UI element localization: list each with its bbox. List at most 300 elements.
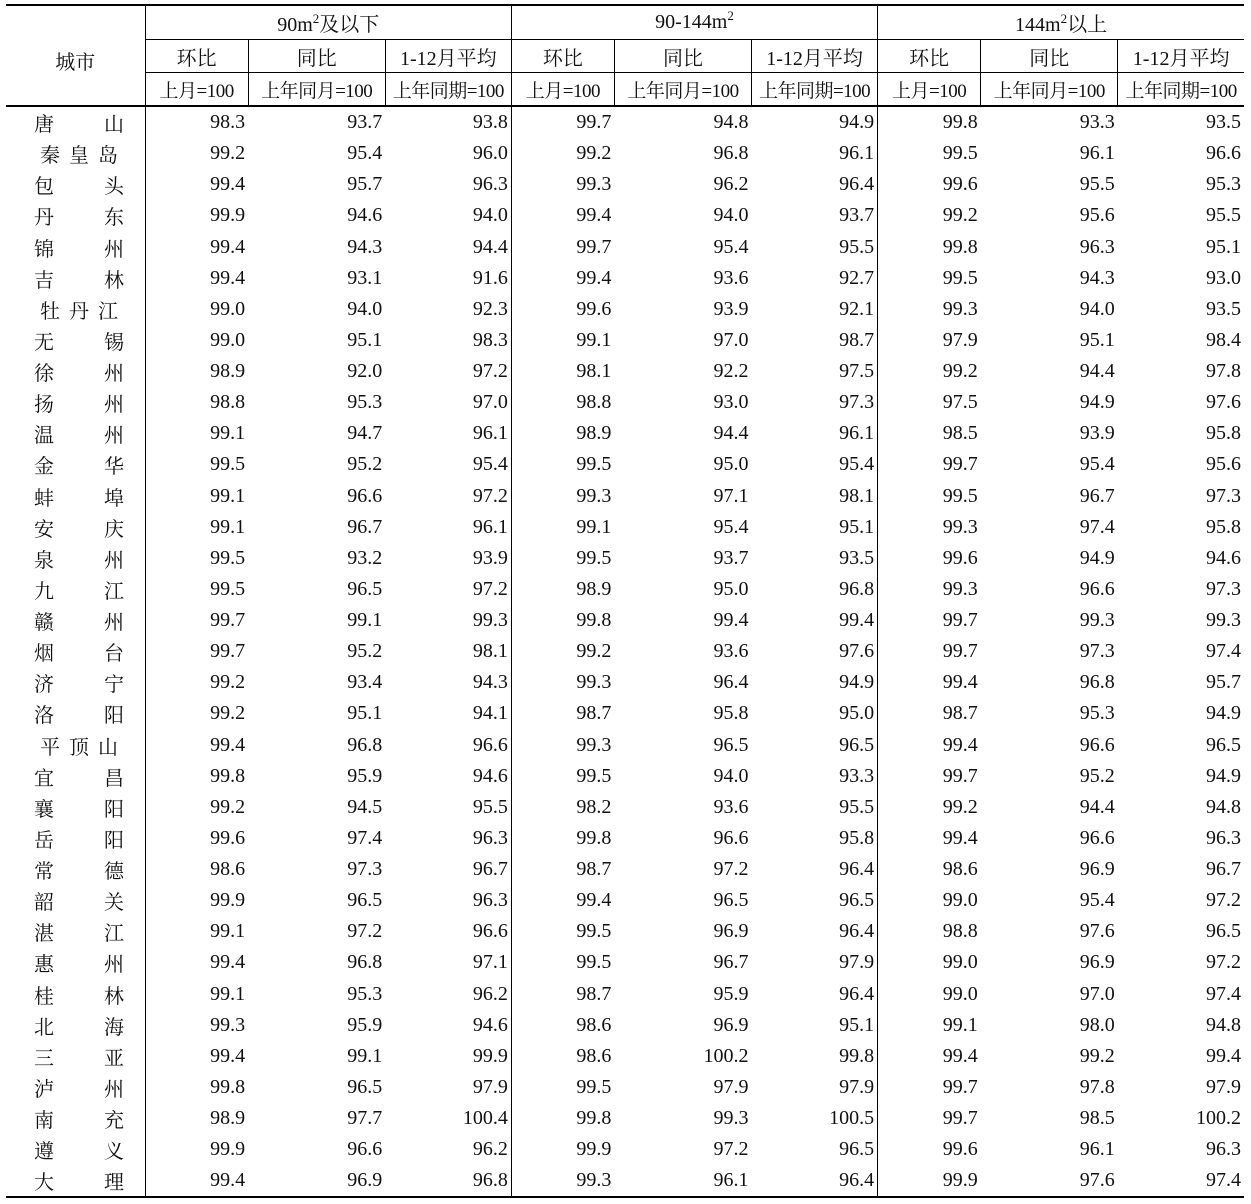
city-cell <box>6 356 145 387</box>
value-cell: 97.3 <box>1206 484 1241 507</box>
city-cell <box>6 854 145 885</box>
value-cell: 96.3 <box>472 889 508 912</box>
city-name: 韶 关 <box>34 892 124 915</box>
value-cell: 92.2 <box>713 360 749 383</box>
value-cell: 99.1 <box>878 1010 981 1041</box>
value-cell: 96.2 <box>472 982 508 1005</box>
value-cell: 99.5 <box>511 543 614 574</box>
city-name: 平 顶 山 <box>40 736 118 759</box>
value-cell: 96.3 <box>472 173 508 196</box>
base-header-prev-month: 上月=100 <box>511 73 614 107</box>
value-cell: 96.7 <box>472 858 508 881</box>
value-cell: 96.5 <box>839 1138 875 1161</box>
value-cell: 99.4 <box>145 263 248 294</box>
value-cell: 93.5 <box>1206 297 1241 320</box>
city-cell <box>6 449 145 480</box>
value-cell: 93.5 <box>1206 111 1241 134</box>
value-cell: 99.4 <box>145 169 248 200</box>
table-row <box>6 730 1244 761</box>
table-row <box>6 1072 1244 1103</box>
value-cell: 99.5 <box>878 263 981 294</box>
value-cell: 99.1 <box>347 609 383 632</box>
table-row <box>6 761 1244 792</box>
city-cell <box>6 1134 145 1165</box>
city-cell <box>6 418 145 449</box>
value-cell: 99.4 <box>145 730 248 761</box>
value-cell: 99.0 <box>878 885 981 916</box>
value-cell: 98.5 <box>1079 1107 1115 1130</box>
value-cell: 99.4 <box>878 730 981 761</box>
value-cell: 97.5 <box>839 360 875 383</box>
value-cell: 99.5 <box>511 761 614 792</box>
table-row <box>6 605 1244 636</box>
base-header-prev-month: 上月=100 <box>145 73 248 107</box>
value-cell: 98.4 <box>1206 328 1241 351</box>
value-cell: 98.1 <box>472 640 508 663</box>
value-cell: 94.4 <box>713 422 749 445</box>
value-cell: 96.5 <box>713 733 749 756</box>
value-cell: 99.3 <box>1206 609 1241 632</box>
value-cell: 99.6 <box>511 294 614 325</box>
value-cell: 97.2 <box>1206 951 1241 974</box>
value-cell: 96.3 <box>1206 1138 1241 1161</box>
value-cell: 97.6 <box>839 640 875 663</box>
value-cell: 95.6 <box>1206 453 1241 476</box>
value-cell: 95.4 <box>713 515 749 538</box>
value-cell: 92.0 <box>347 360 383 383</box>
table-row <box>6 885 1244 916</box>
value-cell: 93.7 <box>347 111 383 134</box>
table-row <box>6 1041 1244 1072</box>
value-cell: 99.1 <box>145 481 248 512</box>
value-cell: 97.8 <box>1206 360 1241 383</box>
header-row-groups <box>6 5 1244 40</box>
table-row <box>6 979 1244 1010</box>
value-cell: 94.6 <box>472 1013 508 1036</box>
value-cell: 98.7 <box>511 698 614 729</box>
city-name: 丹 东 <box>34 207 124 230</box>
value-cell: 95.4 <box>713 235 749 258</box>
value-cell: 99.5 <box>511 1072 614 1103</box>
value-cell: 94.3 <box>1079 266 1115 289</box>
value-cell: 96.6 <box>713 826 749 849</box>
metric-header-mom: 环比 <box>511 40 614 73</box>
city-name: 九 江 <box>34 580 124 603</box>
city-name: 秦 皇 岛 <box>40 145 118 168</box>
value-cell: 96.5 <box>347 577 383 600</box>
value-cell: 98.1 <box>511 356 614 387</box>
value-cell: 95.8 <box>1206 422 1241 445</box>
value-cell: 96.9 <box>248 1165 385 1197</box>
value-cell: 94.8 <box>1206 795 1241 818</box>
value-cell: 96.3 <box>1206 826 1241 849</box>
value-cell: 99.7 <box>878 449 981 480</box>
value-cell: 96.5 <box>839 733 875 756</box>
value-cell: 99.4 <box>511 885 614 916</box>
value-cell: 99.1 <box>145 916 248 947</box>
value-cell: 99.1 <box>145 512 248 543</box>
value-cell: 97.2 <box>1206 889 1241 912</box>
value-cell: 96.5 <box>1206 733 1241 756</box>
group-header-medium: $90-144m^2$ <box>511 5 877 40</box>
value-cell: 99.3 <box>145 1010 248 1041</box>
value-cell: 97.2 <box>713 1138 749 1161</box>
value-cell: 99.6 <box>145 823 248 854</box>
metric-header-yoy: 同比 <box>614 40 751 73</box>
value-cell: 99.1 <box>511 325 614 356</box>
table-row <box>6 636 1244 667</box>
value-cell: 99.8 <box>511 1103 614 1134</box>
value-cell: 99.2 <box>878 200 981 231</box>
value-cell: 94.1 <box>472 702 508 725</box>
city-name: 唐 山 <box>34 114 124 137</box>
city-cell <box>6 138 145 169</box>
value-cell: 93.5 <box>839 546 875 569</box>
value-cell: 99.9 <box>145 885 248 916</box>
value-cell: 95.4 <box>1079 453 1115 476</box>
value-cell: 93.2 <box>347 546 383 569</box>
city-name: 徐 州 <box>34 363 124 386</box>
table-row <box>6 169 1244 200</box>
value-cell: 95.1 <box>347 328 383 351</box>
city-cell <box>6 979 145 1010</box>
base-header-prev-year-month: 上年同月=100 <box>248 73 385 107</box>
value-cell: 96.9 <box>1079 858 1115 881</box>
value-cell: 96.1 <box>839 422 875 445</box>
value-cell: 99.2 <box>145 698 248 729</box>
value-cell: 99.5 <box>878 481 981 512</box>
table-row <box>6 387 1244 418</box>
value-cell: 96.9 <box>713 920 749 943</box>
value-cell: 99.5 <box>511 449 614 480</box>
value-cell: 97.7 <box>347 1107 383 1130</box>
value-cell: 96.9 <box>713 1013 749 1036</box>
value-cell: 91.6 <box>472 266 508 289</box>
value-cell: 92.3 <box>472 297 508 320</box>
value-cell: 99.5 <box>511 916 614 947</box>
value-cell: 99.7 <box>145 605 248 636</box>
value-cell: 94.9 <box>1206 702 1241 725</box>
header-row-bases <box>6 73 1244 107</box>
value-cell: 96.4 <box>839 982 875 1005</box>
value-cell: 99.9 <box>511 1134 614 1165</box>
value-cell: 97.0 <box>713 328 749 351</box>
value-cell: 99.4 <box>145 232 248 263</box>
metric-header-avg: 1-12月平均 <box>752 40 878 73</box>
city-name: 安 庆 <box>34 518 124 541</box>
value-cell: 96.4 <box>839 858 875 881</box>
value-cell: 99.2 <box>511 636 614 667</box>
table-row <box>6 200 1244 231</box>
value-cell: 99.3 <box>472 609 508 632</box>
city-name: 宜 昌 <box>34 767 124 790</box>
city-name: 北 海 <box>34 1016 124 1039</box>
value-cell: 97.3 <box>347 858 383 881</box>
value-cell: 98.6 <box>145 854 248 885</box>
value-cell: 99.7 <box>878 636 981 667</box>
value-cell: 97.4 <box>1079 515 1115 538</box>
value-cell: 94.9 <box>839 111 875 134</box>
value-cell: 95.4 <box>347 142 383 165</box>
value-cell: 99.3 <box>878 512 981 543</box>
value-cell: 95.9 <box>347 764 383 787</box>
value-cell: 97.2 <box>472 360 508 383</box>
value-cell: 99.0 <box>145 325 248 356</box>
table-row <box>6 481 1244 512</box>
value-cell: 98.3 <box>145 106 248 138</box>
value-cell: 98.8 <box>511 387 614 418</box>
value-cell: 99.5 <box>145 543 248 574</box>
value-cell: 98.9 <box>145 1103 248 1134</box>
value-cell: 98.6 <box>511 1041 614 1072</box>
value-cell: 99.7 <box>878 605 981 636</box>
value-cell: 94.4 <box>472 235 508 258</box>
city-name: 惠 州 <box>34 954 124 977</box>
value-cell: 96.1 <box>472 515 508 538</box>
value-cell: 98.7 <box>878 698 981 729</box>
city-cell <box>6 947 145 978</box>
value-cell: 94.7 <box>347 422 383 445</box>
table-row <box>6 1134 1244 1165</box>
value-cell: 99.2 <box>511 138 614 169</box>
value-cell: 99.3 <box>511 1165 614 1197</box>
value-cell: 95.8 <box>839 826 875 849</box>
city-name: 襄 阳 <box>34 798 124 821</box>
city-cell <box>6 1165 145 1197</box>
value-cell: 98.3 <box>472 328 508 351</box>
value-cell: 98.1 <box>839 484 875 507</box>
value-cell: 99.2 <box>145 667 248 698</box>
value-cell: 95.8 <box>713 702 749 725</box>
value-cell: 99.1 <box>511 512 614 543</box>
value-cell: 95.0 <box>713 453 749 476</box>
value-cell: 96.3 <box>472 826 508 849</box>
value-cell: 93.3 <box>839 764 875 787</box>
table-row <box>6 106 1244 138</box>
value-cell: 97.9 <box>839 1075 875 1098</box>
value-cell: 97.1 <box>472 951 508 974</box>
city-cell <box>6 232 145 263</box>
value-cell: 96.4 <box>839 920 875 943</box>
value-cell: 99.9 <box>878 1165 981 1197</box>
city-cell <box>6 1103 145 1134</box>
value-cell: 97.9 <box>713 1075 749 1098</box>
value-cell: 99.4 <box>1206 1044 1241 1067</box>
value-cell: 97.4 <box>1206 640 1241 663</box>
value-cell: 99.4 <box>713 609 749 632</box>
table-row <box>6 356 1244 387</box>
value-cell: 98.7 <box>511 854 614 885</box>
value-cell: 97.3 <box>1079 640 1115 663</box>
value-cell: 94.5 <box>347 795 383 818</box>
price-index-table <box>6 4 1244 1198</box>
value-cell: 97.4 <box>1118 1165 1244 1197</box>
value-cell: 95.5 <box>1206 204 1241 227</box>
metric-header-yoy: 同比 <box>981 40 1118 73</box>
value-cell: 95.9 <box>347 1013 383 1036</box>
value-cell: 96.8 <box>839 577 875 600</box>
value-cell: 93.6 <box>713 640 749 663</box>
metric-header-yoy: 同比 <box>248 40 385 73</box>
value-cell: 96.1 <box>839 142 875 165</box>
city-cell <box>6 761 145 792</box>
value-cell: 93.0 <box>713 391 749 414</box>
value-cell: 100.5 <box>829 1107 875 1130</box>
group-header-large: $144m^2$以上 <box>878 5 1244 40</box>
base-header-prev-year-period: 上年同期=100 <box>1118 73 1244 107</box>
value-cell: 96.8 <box>347 733 383 756</box>
value-cell: 97.4 <box>1206 982 1241 1005</box>
table-row <box>6 854 1244 885</box>
value-cell: 94.9 <box>839 671 875 694</box>
base-header-prev-year-month: 上年同月=100 <box>981 73 1118 107</box>
value-cell: 96.4 <box>839 173 875 196</box>
city-name: 蚌 埠 <box>34 487 124 510</box>
value-cell: 100.4 <box>462 1107 508 1130</box>
value-cell: 96.3 <box>1079 235 1115 258</box>
value-cell: 99.0 <box>145 294 248 325</box>
value-cell: 99.4 <box>839 609 875 632</box>
value-cell: 99.7 <box>511 232 614 263</box>
value-cell: 93.9 <box>472 546 508 569</box>
value-cell: 99.8 <box>511 605 614 636</box>
value-cell: 93.7 <box>839 204 875 227</box>
value-cell: 94.0 <box>472 204 508 227</box>
header-row-metrics <box>6 40 1244 73</box>
value-cell: 99.4 <box>145 1165 248 1197</box>
table-row <box>6 823 1244 854</box>
value-cell: 99.4 <box>878 823 981 854</box>
value-cell: 99.0 <box>878 979 981 1010</box>
value-cell: 99.4 <box>511 200 614 231</box>
value-cell: 99.9 <box>472 1044 508 1067</box>
value-cell: 96.7 <box>1206 858 1241 881</box>
value-cell: 96.6 <box>472 733 508 756</box>
city-cell <box>6 605 145 636</box>
table-row <box>6 1165 1244 1197</box>
city-cell <box>6 698 145 729</box>
value-cell: 99.3 <box>511 169 614 200</box>
value-cell: 99.8 <box>878 106 981 138</box>
value-cell: 95.8 <box>1206 515 1241 538</box>
city-cell <box>6 106 145 138</box>
city-cell <box>6 200 145 231</box>
value-cell: 94.6 <box>1206 546 1241 569</box>
table-row <box>6 543 1244 574</box>
value-cell: 96.0 <box>472 142 508 165</box>
value-cell: 95.4 <box>1079 889 1115 912</box>
city-name: 温 州 <box>34 425 124 448</box>
value-cell: 99.3 <box>511 730 614 761</box>
value-cell: 93.4 <box>347 671 383 694</box>
value-cell: 97.5 <box>878 387 981 418</box>
value-cell: 94.8 <box>1206 1013 1241 1036</box>
city-cell <box>6 169 145 200</box>
city-name: 锦 州 <box>34 238 124 261</box>
value-cell: 96.6 <box>1079 577 1115 600</box>
value-cell: 99.6 <box>878 543 981 574</box>
city-cell <box>6 543 145 574</box>
value-cell: 97.3 <box>839 391 875 414</box>
value-cell: 99.6 <box>878 1134 981 1165</box>
value-cell: 97.6 <box>981 1165 1118 1197</box>
value-cell: 96.6 <box>1079 826 1115 849</box>
city-cell <box>6 325 145 356</box>
value-cell: 96.5 <box>347 889 383 912</box>
value-cell: 96.6 <box>347 1138 383 1161</box>
table-row <box>6 294 1244 325</box>
table-row <box>6 232 1244 263</box>
city-cell <box>6 481 145 512</box>
value-cell: 98.5 <box>878 418 981 449</box>
city-cell <box>6 1041 145 1072</box>
city-name: 金 华 <box>34 456 124 479</box>
value-cell: 99.8 <box>145 1072 248 1103</box>
value-cell: 99.8 <box>839 1044 875 1067</box>
value-cell: 97.9 <box>878 325 981 356</box>
value-cell: 97.6 <box>1206 391 1241 414</box>
base-header-prev-year-period: 上年同期=100 <box>752 73 878 107</box>
value-cell: 96.8 <box>347 951 383 974</box>
value-cell: 94.8 <box>713 111 749 134</box>
table-row <box>6 1010 1244 1041</box>
value-cell: 99.1 <box>347 1044 383 1067</box>
value-cell: 94.0 <box>713 764 749 787</box>
value-cell: 93.7 <box>713 546 749 569</box>
value-cell: 95.7 <box>347 173 383 196</box>
table-row <box>6 138 1244 169</box>
table-row <box>6 947 1244 978</box>
value-cell: 95.0 <box>839 702 875 725</box>
value-cell: 95.5 <box>839 795 875 818</box>
value-cell: 97.3 <box>1206 577 1241 600</box>
value-cell: 94.0 <box>1079 297 1115 320</box>
value-cell: 94.4 <box>1079 360 1115 383</box>
base-header-prev-year-month: 上年同月=100 <box>614 73 751 107</box>
city-name: 包 头 <box>34 176 124 199</box>
value-cell: 98.6 <box>878 854 981 885</box>
city-name: 湛 江 <box>34 923 124 946</box>
city-cell <box>6 636 145 667</box>
table-row <box>6 574 1244 605</box>
value-cell: 96.6 <box>1206 142 1241 165</box>
value-cell: 99.2 <box>145 138 248 169</box>
city-cell <box>6 263 145 294</box>
value-cell: 96.1 <box>614 1165 751 1197</box>
value-cell: 93.6 <box>713 266 749 289</box>
value-cell: 100.2 <box>703 1044 749 1067</box>
city-name: 泸 州 <box>34 1078 124 1101</box>
metric-header-avg: 1-12月平均 <box>385 40 511 73</box>
value-cell: 99.7 <box>878 1103 981 1134</box>
value-cell: 96.1 <box>1079 1138 1115 1161</box>
value-cell: 99.5 <box>145 574 248 605</box>
value-cell: 95.4 <box>839 453 875 476</box>
value-cell: 95.2 <box>347 453 383 476</box>
value-cell: 97.4 <box>347 826 383 849</box>
value-cell: 94.6 <box>472 764 508 787</box>
value-cell: 96.8 <box>1079 671 1115 694</box>
value-cell: 98.8 <box>145 387 248 418</box>
value-cell: 99.0 <box>878 947 981 978</box>
value-cell: 93.0 <box>1206 266 1241 289</box>
value-cell: 94.9 <box>1079 546 1115 569</box>
city-name: 赣 州 <box>34 612 124 635</box>
city-cell <box>6 512 145 543</box>
value-cell: 97.2 <box>472 577 508 600</box>
value-cell: 98.2 <box>511 792 614 823</box>
value-cell: 99.4 <box>878 667 981 698</box>
